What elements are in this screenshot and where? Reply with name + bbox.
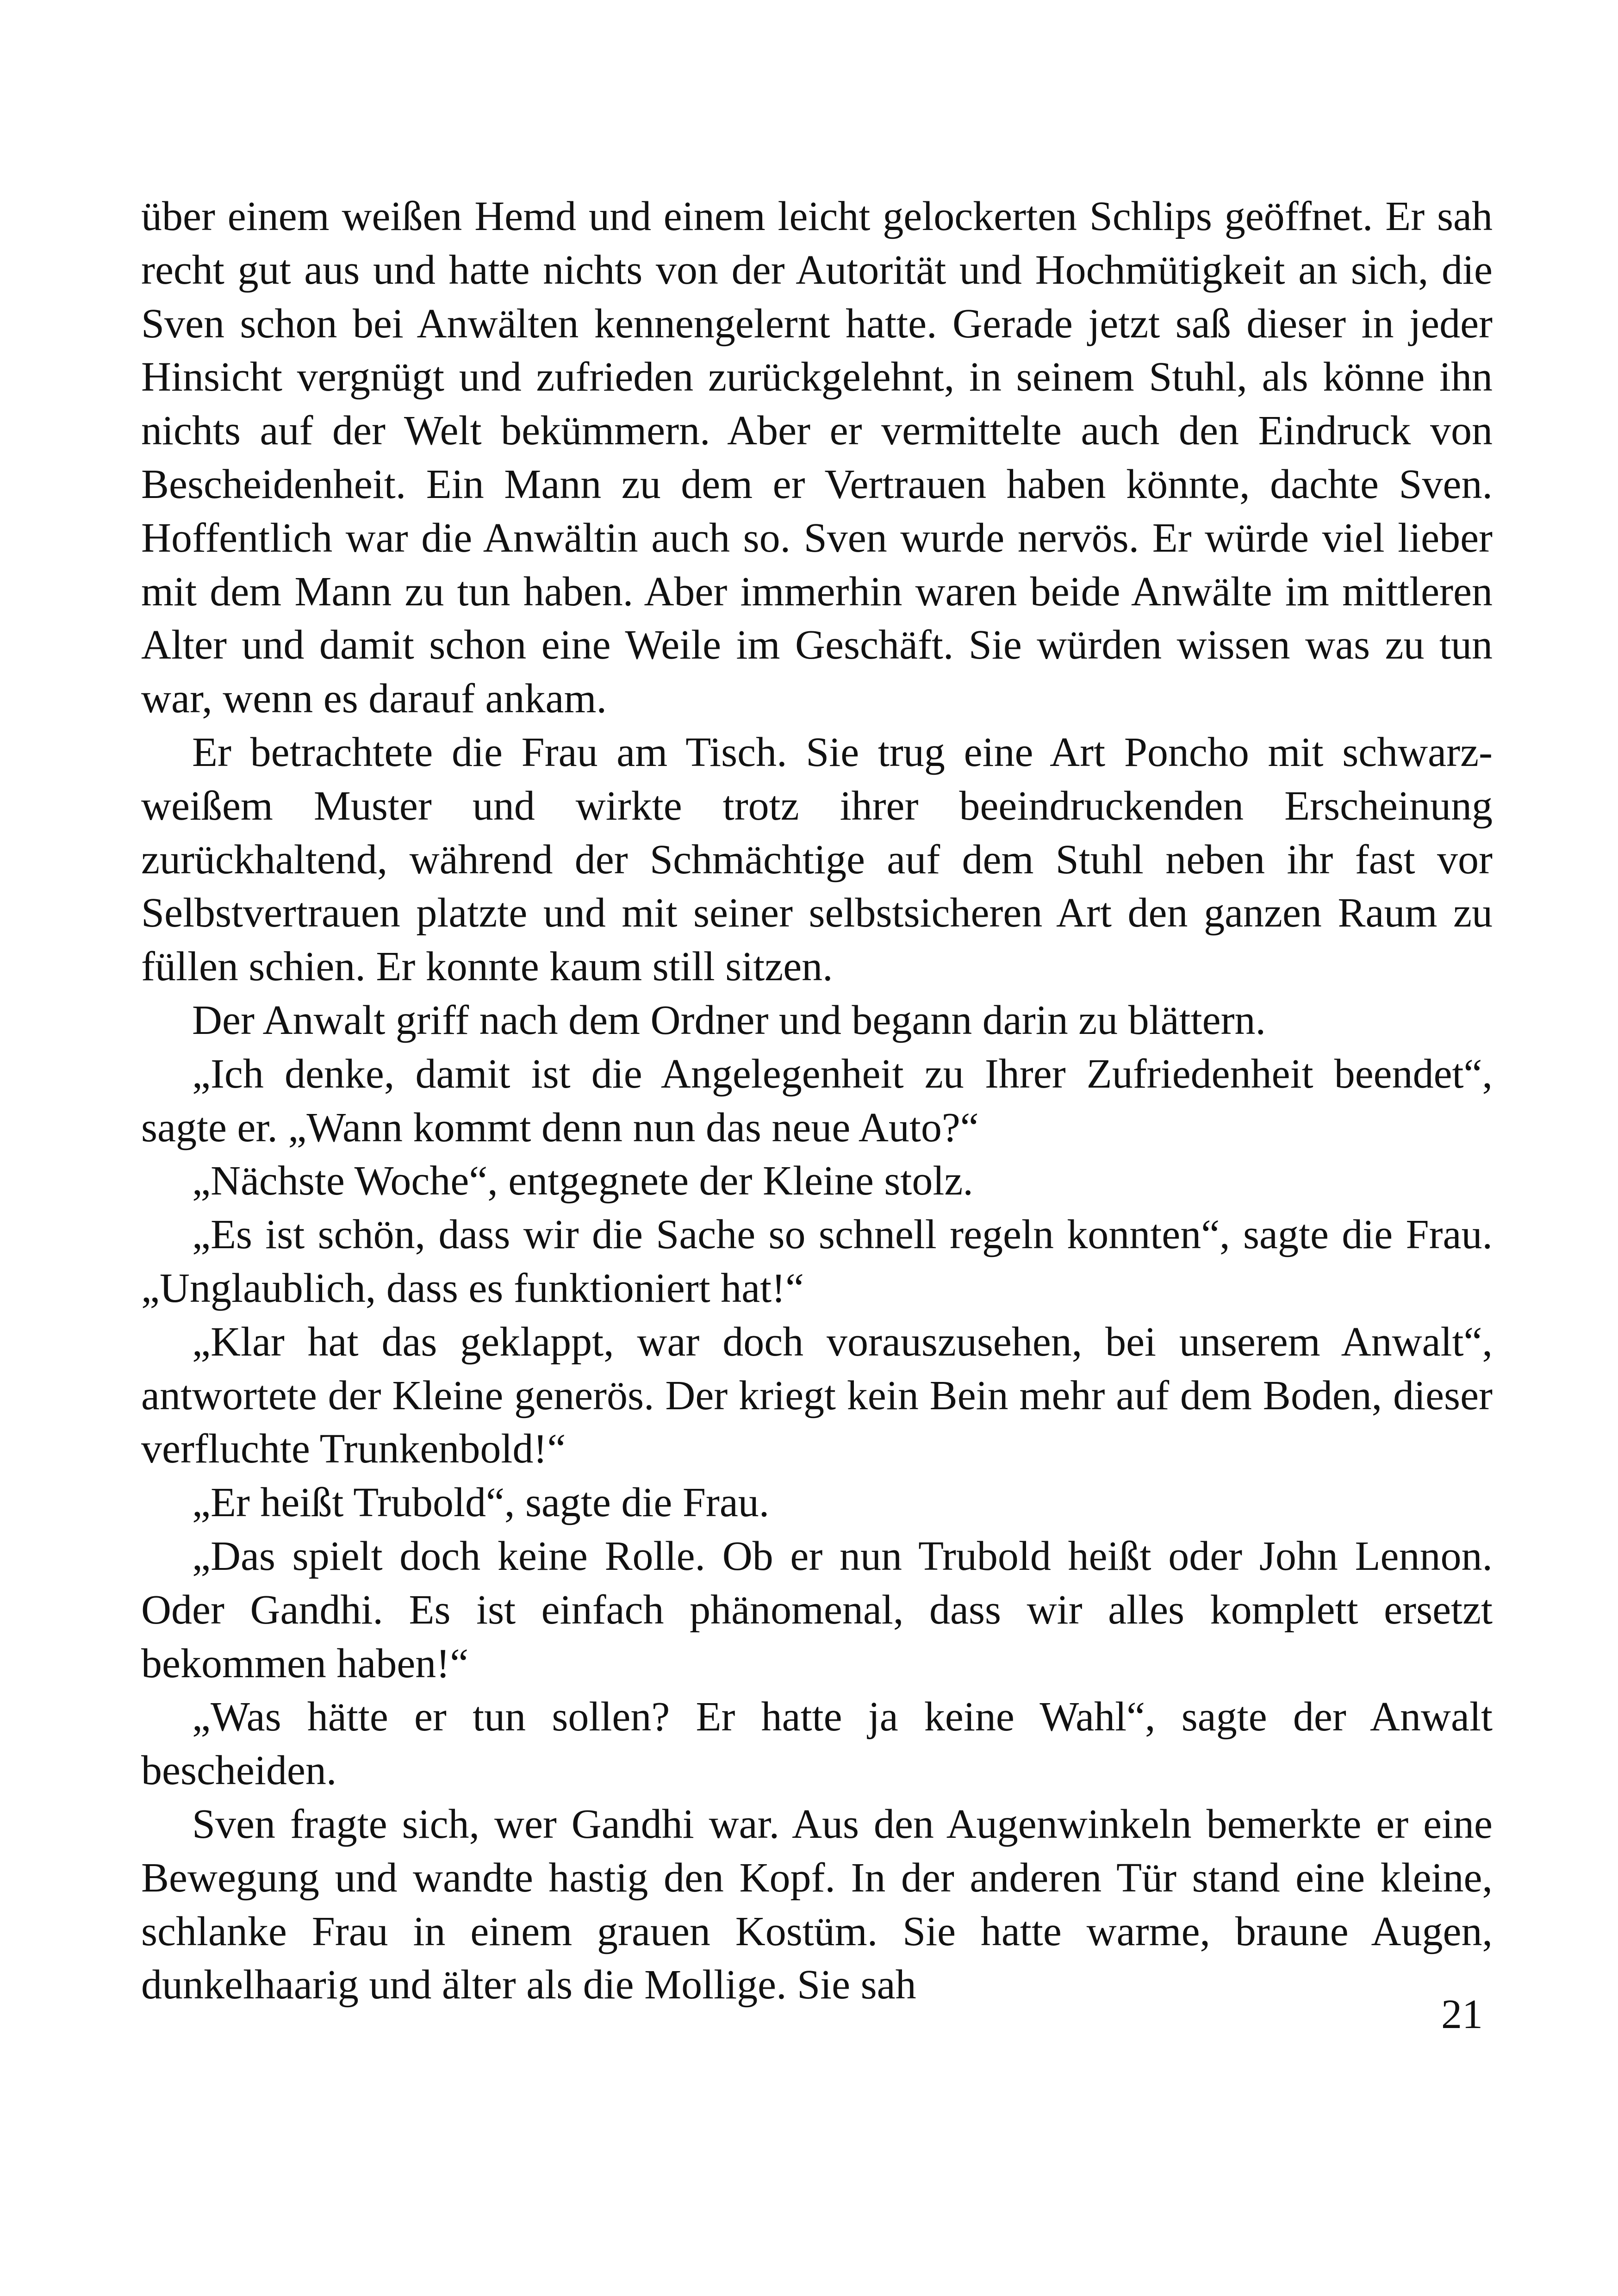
paragraph-6: „Es ist schön, dass wir die Sache so schnell regeln konnten“, sagte die Frau. „Unglaublich, dass es funktioniert hat!“ [141,1212,1493,1311]
paragraph-8: „Er heißt Trubold“, sagte die Frau. [192,1480,770,1526]
paragraph-2: Er betrachtete die Frau am Tisch. Sie trug eine Art Poncho mit schwarz- weißem Muster und wirkte trotz ihrer beeindruckenden Erscheinung zurückhaltend, während der Schmächtige auf dem Stuhl neben ihr fast vor Selbstvertrauen platzte und mit seiner selbstsicheren Art den ganzen Raum zu füllen schien. Er konnte kaum still sitzen. [141,729,1493,990]
page-number: 21 [1441,1991,1483,2037]
paragraph-9: „Das spielt doch keine Rolle. Ob er nun Trubold heißt oder John Lennon. Oder Gandhi. Es ist einfach phänomenal, dass wir alles komplett ersetzt bekommen haben!“ [141,1533,1493,1686]
paragraph-7: „Klar hat das geklappt, war doch vorauszusehen, bei unserem Anwalt“, antwortete der Kleine generös. Der kriegt kein Bein mehr auf dem Boden, dieser verfluchte Trunkenbold!“ [141,1319,1493,1472]
paragraph-11: Sven fragte sich, wer Gandhi war. Aus den Augenwinkeln bemerkte er eine Bewegung und wandte hastig den Kopf. In der anderen Tür stand eine kleine, schlanke Frau in einem grauen Kostüm. Sie hatte warme, braune Augen, dunkelhaarig und älter als die Mollige. Sie sah [141,1801,1493,2008]
body-text [141,190,1493,2012]
paragraph-5: „Nächste Woche“, entgegnete der Kleine stolz. [192,1158,973,1204]
paragraph-4: „Ich denke, damit ist die Angelegenheit zu Ihrer Zufriedenheit beendet“, sagte er. „Wann kommt denn nun das neue Auto?“ [141,1051,1493,1151]
paragraph-10: „Was hätte er tun sollen? Er hatte ja keine Wahl“, sagte der Anwalt bescheiden. [141,1694,1493,1794]
paragraph-1: über einem weißen Hemd und einem leicht gelockerten Schlips geöffnet. Er sah recht gut aus und hatte nichts von der Autorität und Hochmütigkeit an sich, die Sven schon bei Anwälten kennengelernt hatte. Gerade jetzt saß dieser in jeder Hinsicht vergnügt und zufrieden zurückgelehnt, in seinem Stuhl, als könne ihn nichts auf der Welt bekümmern. Aber er vermittelte auch den Eindruck von Bescheidenheit. Ein Mann zu dem er Vertrauen haben könnte, dachte Sven. Hoffentlich war die Anwältin auch so. Sven wurde nervös. Er würde viel lieber mit dem Mann zu tun haben. Aber immerhin waren beide Anwälte im mittleren Alter und damit schon eine Weile im Geschäft. Sie würden wissen was zu tun war, wenn es darauf ankam. [141,193,1493,722]
paragraph-3: Der Anwalt griff nach dem Ordner und begann darin zu blättern. [192,997,1266,1043]
